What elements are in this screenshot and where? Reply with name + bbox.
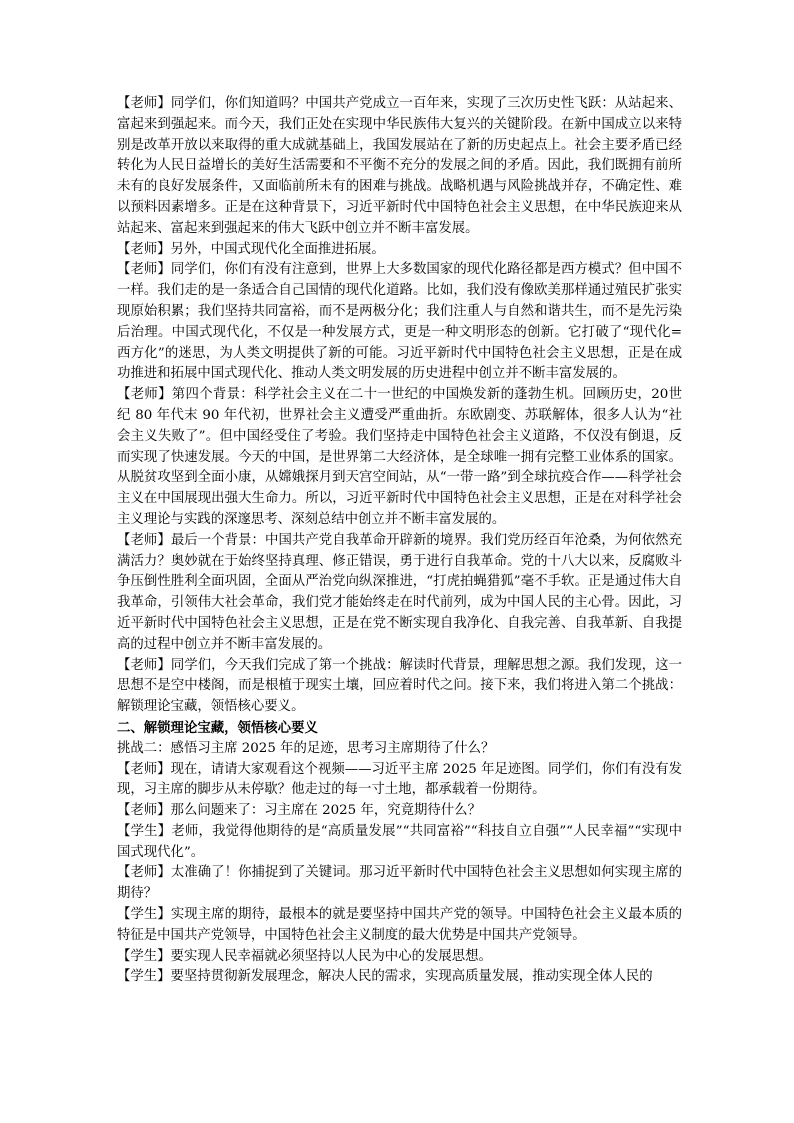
paragraph: 【学生】老师，我觉得他期待的是“高质量发展”“共同富裕”“科技自立自强”“人民幸福”“实现中国式现代化”。 xyxy=(117,823,682,860)
paragraph: 【学生】要坚持贯彻新发展理念，解决人民的需求，实现高质量发展，推动实现全体人民的 xyxy=(117,969,653,985)
paragraph: 【老师】同学们，你们有没有注意到，世界上大多数国家的现代化路径都是西方模式？但中国不一样。我们走的是一条适合自己国情的现代化道路。比如，我们没有像欧美那样通过殖民扩张实现原始积累；我们坚持共同富裕，而不是两极分化；我们注重人与自然和谐共生，而不是先污染后治理。中国式现代化，不仅是一种发展方式，更是一种文明形态的创新。它打破了“现代化=西方化”的迷思，为人类文明提供了新的可能。习近平新时代中国特色社会主义思想，正是在成功推进和拓展中国式现代化、推动人类文明发展的历史进程中创立并不断丰富发展的。 xyxy=(117,262,682,382)
paragraph: 【老师】同学们，你们知道吗？中国共产党成立一百年来，实现了三次历史性飞跃：从站起来、富起来到强起来。而今天，我们正处在实现中华民族伟大复兴的关键阶段。在新中国成立以来特别是改革开放以来取得的重大成就基础上，我国发展站在了新的历史起点上。社会主要矛盾已经转化为人民日益增长的美好生活需要和不平衡不充分的发展之间的矛盾。因此，我们既拥有前所未有的良好发展条件，又面临前所未有的困难与挑战。战略机遇与风险挑战并存，不确定性、难以预料因素增多。正是在这种背景下，习近平新时代中国特色社会主义思想，在中华民族迎来从站起来、富起来到强起来的伟大飞跃中创立并不断丰富发展。 xyxy=(117,96,682,236)
paragraph: 【老师】现在，请请大家观看这个视频——习近平主席 2025 年足迹图。同学们，你们有没有发现，习主席的脚步从未停歇？他走过的每一寸土地，都承载着一份期待。 xyxy=(117,761,682,798)
paragraph: 挑战二：感悟习主席 2025 年的足迹，思考习主席期待了什么？ xyxy=(117,740,495,756)
paragraph: 【老师】另外，中国式现代化全面推进拓展。 xyxy=(117,241,385,257)
paragraph: 【学生】实现主席的期待，最根本的就是要坚持中国共产党的领导。中国特色社会主义最本质的特征是中国共产党领导，中国特色社会主义制度的最大优势是中国共产党领导。 xyxy=(117,907,682,943)
paragraph: 【老师】同学们，今天我们完成了第一个挑战：解读时代背景，理解思想之源。我们发现，这一思想不是空中楼阁，而是根植于现实土壤，回应着时代之问。接下来，我们将进入第二个挑战：解锁理论宝藏，领悟核心要义。 xyxy=(117,657,682,715)
paragraph: 【老师】那么问题来了：习主席在 2025 年，究竟期待什么？ xyxy=(117,803,481,819)
paragraph: 【学生】要实现人民幸福就必须坚持以人民为中心的发展思想。 xyxy=(117,948,492,964)
document-page xyxy=(117,94,682,988)
paragraph: 【老师】最后一个背景：中国共产党自我革命开辟新的境界。我们党历经百年沧桑，为何依然充满活力？奥妙就在于始终坚持真理、修正错误，勇于进行自我革命。党的十八大以来，反腐败斗争压倒性胜利全面巩固，全面从严治党向纵深推进，“打虎拍蝇猎狐”毫不手软。正是通过伟大自我革命，引领伟大社会革命，我们党才能始终走在时代前列，成为中国人民的主心骨。因此，习近平新时代中国特色社会主义思想，正是在党不断实现自我净化、自我完善、自我革新、自我提高的过程中创立并不断丰富发展的。 xyxy=(117,532,682,652)
paragraph: 【老师】第四个背景：科学社会主义在二十一世纪的中国焕发新的蓬勃生机。回顾历史，20世纪 80 年代末 90 年代初，世界社会主义遭受严重曲折。东欧剧变、苏联解体，很多人认为“社会主义失败了”。但中国经受住了考验。我们坚持走中国特色社会主义道路，不仅没有倒退，反而实现了快速发展。今天的中国，是世界第二大经济体，是全球唯一拥有完整工业体系的国家。从脱贫攻坚到全面小康，从嫦娥探月到天宫空间站，从“一带一路”到全球抗疫合作——科学社会主义在中国展现出强大生命力。所以，习近平新时代中国特色社会主义思想，正是在对科学社会主义理论与实践的深邃思考、深刻总结中创立并不断丰富发展的。 xyxy=(117,387,682,527)
paragraph: 【老师】太准确了！你捕捉到了关键词。那习近平新时代中国特色社会主义思想如何实现主席的期待？ xyxy=(117,865,682,902)
section-heading: 二、解锁理论宝藏，领悟核心要义 xyxy=(117,719,318,736)
